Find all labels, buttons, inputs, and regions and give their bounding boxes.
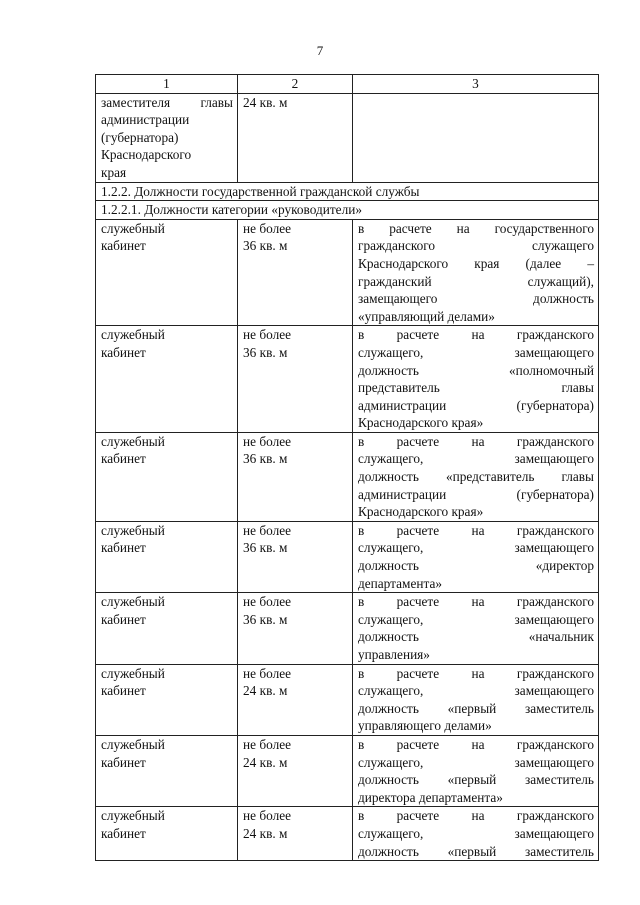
row-cell-col1 — [96, 807, 238, 861]
row-cell-col2 — [238, 593, 353, 664]
text-line: администрации (губернатора) — [358, 397, 594, 413]
text-line: гражданского служащего — [358, 238, 594, 254]
table-row — [96, 521, 599, 592]
text-line: в расчете на государственного — [358, 220, 594, 236]
norms-table — [95, 74, 599, 861]
text-line: (губернатора) — [101, 129, 179, 145]
text-line: Краснодарского края» — [358, 504, 484, 520]
row-cell-col1 — [96, 593, 238, 664]
section-heading-row — [96, 182, 599, 201]
subsection-heading: 1.2.2.1. Должности категории «руководители» — [96, 201, 599, 220]
text-line: управляющего делами» — [358, 718, 492, 734]
text-line: служащего, замещающего — [358, 540, 594, 556]
text-line: служебный — [101, 327, 165, 343]
text-line: кабинет — [101, 683, 146, 699]
page-number: 7 — [316, 43, 324, 58]
row-cell-col2 — [238, 326, 353, 433]
row-cell-col2 — [238, 521, 353, 592]
text-line: не более — [243, 736, 292, 752]
text-line: служебный — [101, 736, 165, 752]
row-cell-col3 — [353, 219, 599, 326]
row-cell-col3 — [353, 521, 599, 592]
text-line: должность «первый заместитель — [358, 772, 594, 788]
row-cell-col3 — [353, 807, 599, 861]
row-cell-col1 — [96, 664, 238, 735]
text-line: служебный — [101, 665, 165, 681]
text-line: должность «первый заместитель — [358, 843, 594, 859]
text-line: служебный — [101, 594, 165, 610]
text-line: в расчете на гражданского — [358, 665, 594, 681]
table-row-deputy-governor — [96, 93, 599, 182]
text-line: не более — [243, 433, 292, 449]
text-line: кабинет — [101, 344, 146, 360]
row-cell-col3 — [353, 432, 599, 521]
text-line: Краснодарского — [101, 147, 192, 163]
text-line: не более — [243, 220, 292, 236]
row-cell-col2 — [238, 807, 353, 861]
text-line: управления» — [358, 647, 430, 662]
row-cell-col1 — [96, 326, 238, 433]
text-line: служебный — [101, 522, 165, 538]
text-line: заместителя главы — [101, 94, 233, 110]
text-line: 36 кв. м — [243, 344, 288, 360]
text-line: администрации (губернатора) — [358, 486, 594, 502]
row-cell-col1 — [96, 735, 238, 806]
text-line: должность «первый заместитель — [358, 700, 594, 716]
text-line: в расчете на гражданского — [358, 808, 594, 824]
text-line: должность «полномочный — [358, 362, 594, 378]
text-line: Краснодарского края» — [358, 415, 484, 431]
text-line: служащего, замещающего — [358, 344, 594, 360]
text-line: кабинет — [101, 754, 146, 770]
text-line: кабинет — [101, 540, 146, 556]
text-line: должность «директор — [358, 558, 594, 574]
text-line: 24 кв. м — [243, 754, 288, 770]
text-line: 36 кв. м — [243, 451, 288, 467]
text-line: 24 кв. м — [243, 825, 288, 841]
text-line: замещающего должность — [358, 291, 594, 307]
text-line: в расчете на гражданского — [358, 736, 594, 752]
table-row — [96, 326, 599, 433]
row-cell-col2 — [238, 735, 353, 806]
text-line: служащего, замещающего — [358, 451, 594, 467]
row-cell-col2 — [238, 219, 353, 326]
row-cell-col1 — [96, 432, 238, 521]
table-row — [96, 432, 599, 521]
text-line: «управляющий делами» — [358, 308, 495, 324]
header-cell-1: 1 — [96, 75, 238, 94]
text-line: Краснодарского края (далее – — [358, 255, 594, 271]
table-row — [96, 735, 599, 806]
row-cell-col3 — [353, 326, 599, 433]
text-line: 24 кв. м — [243, 683, 288, 699]
row-cell-col1 — [96, 521, 238, 592]
row-cell-col3 — [353, 593, 599, 664]
text-line: в расчете на гражданского — [358, 327, 594, 343]
text-line: администрации — [101, 112, 190, 128]
first-row-col3 — [353, 93, 599, 182]
text-line: не более — [243, 808, 292, 824]
text-line: представитель главы — [358, 380, 594, 396]
text-line: служащего, замещающего — [358, 611, 594, 627]
text-line: 36 кв. м — [243, 540, 288, 556]
text-line: края — [101, 164, 127, 180]
text-line: не более — [243, 594, 292, 610]
text-line: кабинет — [101, 611, 146, 627]
text-line: гражданский служащий), — [358, 273, 594, 289]
table-header-row — [96, 75, 599, 94]
text-line: служащего, замещающего — [358, 825, 594, 841]
text-line: в расчете на гражданского — [358, 433, 594, 449]
header-cell-3: 3 — [353, 75, 599, 94]
text-line: в расчете на гражданского — [358, 522, 594, 538]
text-line: не более — [243, 665, 292, 681]
table-row — [96, 219, 599, 326]
text-line: не более — [243, 327, 292, 343]
row-cell-col1 — [96, 219, 238, 326]
text-line: не более — [243, 522, 292, 538]
row-cell-col2 — [238, 664, 353, 735]
row-cell-col3 — [353, 735, 599, 806]
text-line: служащего, замещающего — [358, 754, 594, 770]
text-line: должность «представитель главы — [358, 469, 594, 485]
text-line: 36 кв. м — [243, 238, 288, 254]
table-row — [96, 593, 599, 664]
first-row-col2: 24 кв. м — [238, 93, 353, 182]
text-line: служебный — [101, 220, 165, 236]
text-line: служебный — [101, 433, 165, 449]
row-cell-col2 — [238, 432, 353, 521]
text-line: должность «начальник — [358, 629, 594, 645]
text-line: 36 кв. м — [243, 611, 288, 627]
text-line: кабинет — [101, 825, 146, 841]
text-line: служебный — [101, 808, 165, 824]
text-line: кабинет — [101, 238, 146, 254]
table-row — [96, 807, 599, 861]
text-line: служащего, замещающего — [358, 683, 594, 699]
subsection-heading-row — [96, 201, 599, 220]
text-line: кабинет — [101, 451, 146, 467]
text-line: директора департамента» — [358, 789, 503, 805]
section-heading: 1.2.2. Должности государственной гражданской службы — [96, 182, 599, 201]
table-row — [96, 664, 599, 735]
text-line: в расчете на гражданского — [358, 594, 594, 610]
header-cell-2: 2 — [238, 75, 353, 94]
first-row-col1 — [96, 93, 238, 182]
row-cell-col3 — [353, 664, 599, 735]
text-line: департамента» — [358, 575, 442, 591]
